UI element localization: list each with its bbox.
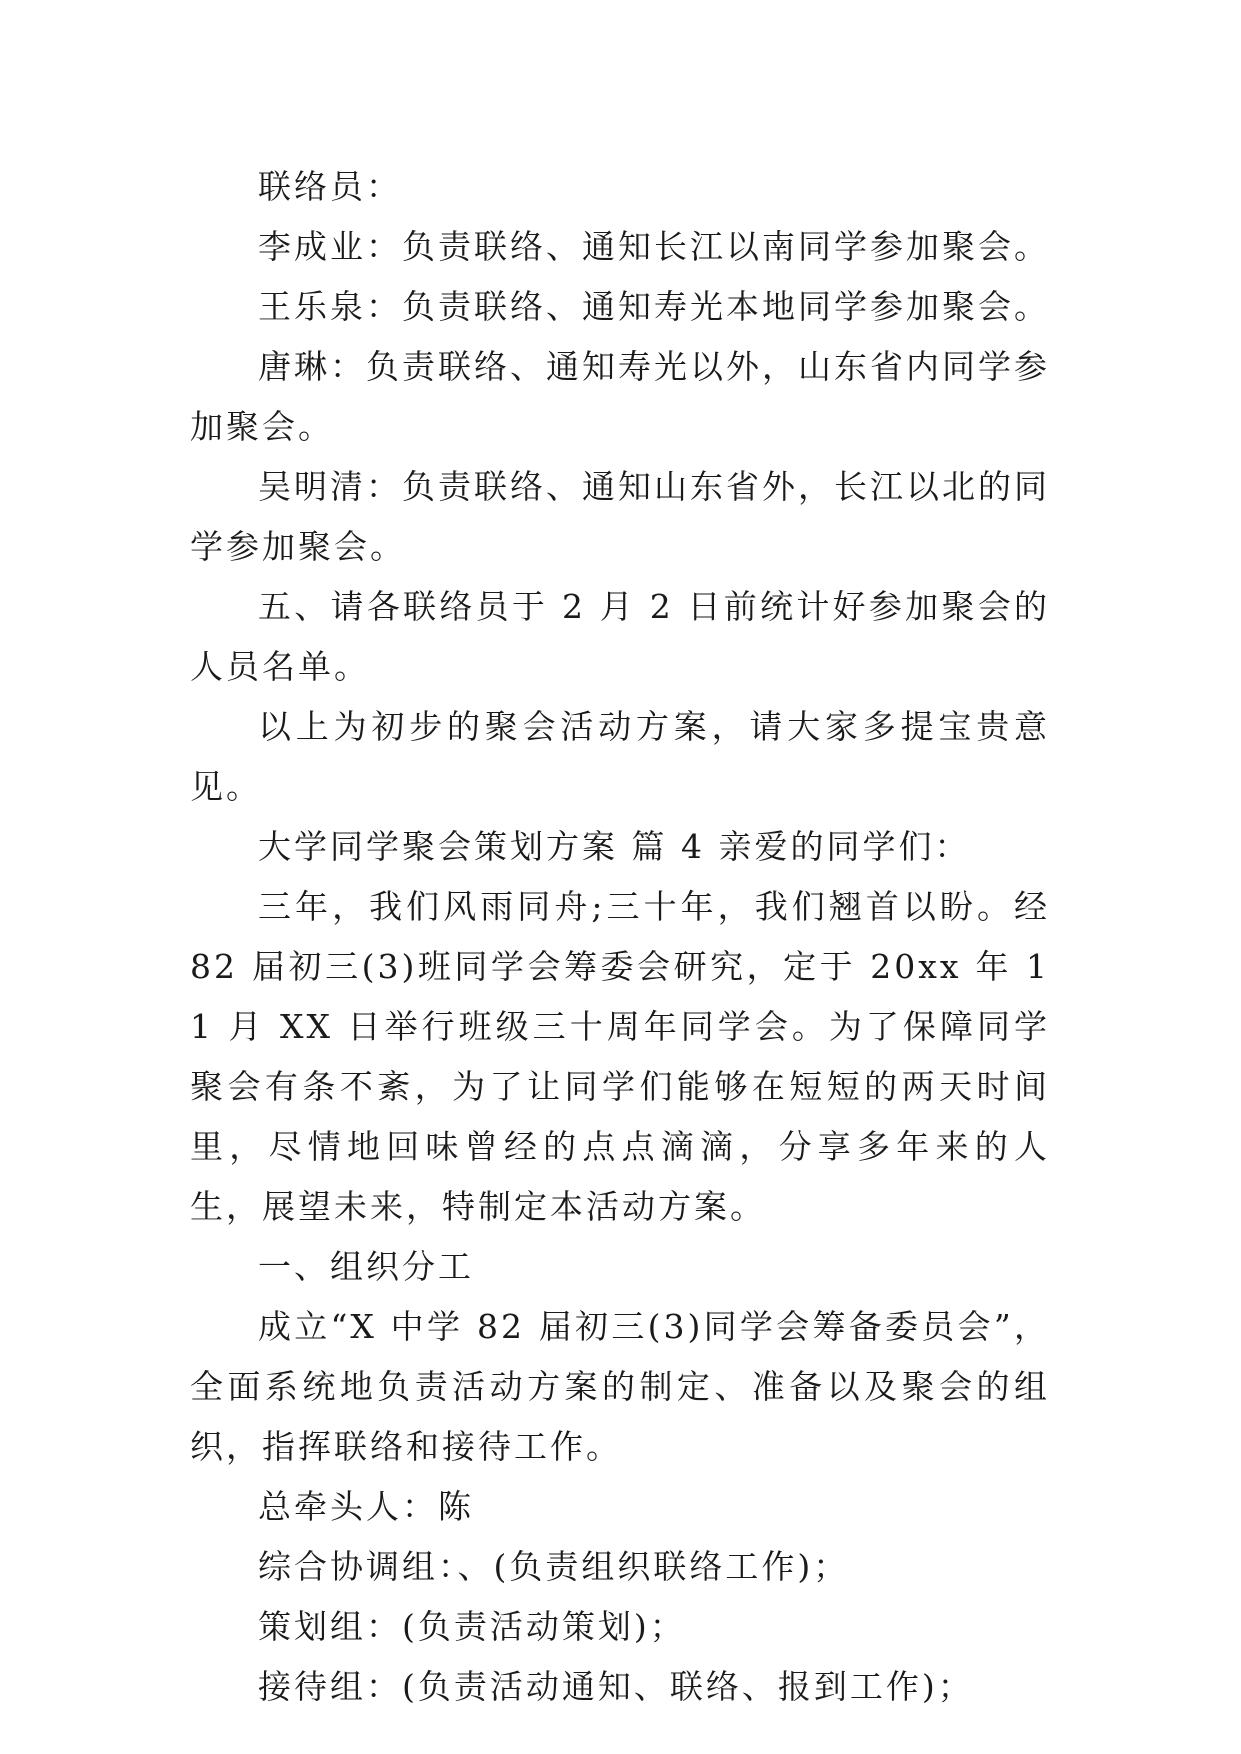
paragraph-contact-tang: 唐琳：负责联络、通知寿光以外，山东省内同学参加聚会。 [190, 347, 1050, 446]
paragraph-section-heading: 大学同学聚会策划方案 篇 4 亲爱的同学们： [258, 827, 971, 866]
paragraph-contact-li: 李成业：负责联络、通知长江以南同学参加聚会。 [258, 227, 1050, 266]
paragraph-item-five: 五、请各联络员于 2 月 2 日前统计好参加聚会的人员名单。 [190, 587, 1050, 686]
document-page [190, 157, 1050, 1717]
paragraph-planning-group: 策划组：(负责活动策划)； [258, 1607, 686, 1646]
paragraph-contact-wu: 吴明清：负责联络、通知山东省外，长江以北的同学参加聚会。 [190, 467, 1050, 566]
paragraph-org-heading: 一、组织分工 [258, 1247, 474, 1286]
paragraph-reception-group: 接待组：(负责活动通知、联络、报到工作)； [258, 1667, 974, 1706]
paragraph-closing-note: 以上为初步的聚会活动方案，请大家多提宝贵意见。 [190, 707, 1050, 806]
paragraph-committee: 成立“X 中学 82 届初三(3)同学会筹备委员会”，全面系统地负责活动方案的制定、准备以及聚会的组织，指挥联络和接待工作。 [190, 1307, 1050, 1466]
paragraph-contact-wang: 王乐泉：负责联络、通知寿光本地同学参加聚会。 [258, 287, 1050, 326]
paragraph-intro: 三年，我们风雨同舟;三十年，我们翘首以盼。经 82 届初三(3)班同学会筹委会研究，定于 20xx 年 11 月 XX 日举行班级三十周年同学会。为了保障同学聚会有条不紊，为了让同学们能够在短短的两天时间里，尽情地回味曾经的点点滴滴，分享多年来的人生，展望未来，特制定本活动方案。 [190, 887, 1050, 1226]
paragraph-contact-title: 联络员： [258, 167, 402, 206]
paragraph-coordination-group: 综合协调组：、(负责组织联络工作)； [258, 1547, 850, 1586]
paragraph-lead: 总牵头人：陈 [258, 1487, 474, 1526]
